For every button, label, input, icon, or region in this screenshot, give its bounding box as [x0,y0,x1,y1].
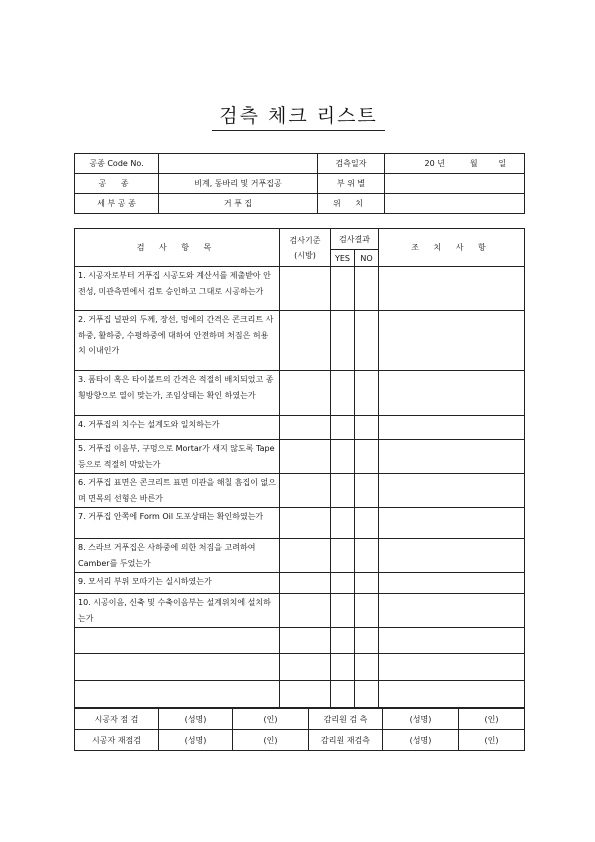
yes-cell[interactable] [331,539,355,573]
standard-cell[interactable] [280,267,331,311]
action-cell[interactable] [379,573,525,594]
action-cell[interactable] [379,474,525,508]
supervisor-recheck-label: 감리원 재검측 [309,730,383,751]
action-cell[interactable] [379,539,525,573]
action-cell[interactable] [379,654,525,681]
standard-cell[interactable] [280,311,331,371]
standard-cell[interactable] [280,371,331,416]
no-cell[interactable] [355,311,379,371]
no-cell[interactable] [355,594,379,628]
check-item[interactable] [75,654,280,681]
location-value[interactable] [385,194,525,214]
contractor-check-seal[interactable]: (인) [233,709,309,730]
checklist-table [74,228,525,708]
no-cell[interactable] [355,267,379,311]
header-standard-label: 검사기준 [289,235,321,245]
info-table [74,153,525,214]
no-cell[interactable] [355,628,379,654]
code-value[interactable] [159,154,318,174]
check-item: 1. 시공자로부터 거푸집 시공도와 계산서를 제출받아 안전성, 미관측면에서 검토 승인하고 그대로 시공하는가 [75,267,280,311]
supervisor-recheck-sign[interactable]: (성명) [383,730,459,751]
action-cell[interactable] [379,416,525,440]
no-cell[interactable] [355,508,379,539]
code-label: 공종 Code No. [75,154,159,174]
action-cell[interactable] [379,628,525,654]
yes-cell[interactable] [331,508,355,539]
standard-cell[interactable] [280,628,331,654]
check-item: 3. 폼타이 혹은 타이볼트의 간격은 적절히 배치되었고 종횡방향으로 열이 맞는가, 조임상태는 확인 하였는가 [75,371,280,416]
action-cell[interactable] [379,440,525,474]
yes-cell[interactable] [331,416,355,440]
check-item: 2. 거푸집 널판의 두께, 장선, 멍에의 간격은 콘크리트 사하중, 활하중, 수평하중에 대하여 안전하며 처짐은 허용치 이내인가 [75,311,280,371]
check-item: 6. 거푸집 표면은 콘크리트 표면 미관을 해칠 흠집이 없으며 면목의 선형은 바른가 [75,474,280,508]
page-title: 검측 체크 리스트 [212,104,385,131]
check-item[interactable] [75,681,280,708]
yes-cell[interactable] [331,311,355,371]
check-item: 4. 거푸집의 치수는 설계도와 일치하는가 [75,416,280,440]
header-method-label: (시방) [294,250,316,260]
check-item: 5. 거푸집 이음부, 구멍으로 Mortar가 새지 않도록 Tape등으로 적절히 막았는가 [75,440,280,474]
action-cell[interactable] [379,508,525,539]
no-cell[interactable] [355,474,379,508]
check-item[interactable] [75,628,280,654]
supervisor-check-sign[interactable]: (성명) [383,709,459,730]
supervisor-check-label: 감리원 검 측 [309,709,383,730]
check-item: 10. 시공이음, 신축 및 수축이음부는 설계위치에 설치하는가 [75,594,280,628]
yes-cell[interactable] [331,371,355,416]
standard-cell[interactable] [280,474,331,508]
no-cell[interactable] [355,371,379,416]
action-cell[interactable] [379,371,525,416]
contractor-recheck-label: 시공자 재점검 [75,730,159,751]
no-cell[interactable] [355,681,379,708]
detail-value[interactable]: 거 푸 집 [159,194,318,214]
action-cell[interactable] [379,267,525,311]
yes-cell[interactable] [331,440,355,474]
check-item: 7. 거푸집 안쪽에 Form Oil 도포상태는 확인하였는가 [75,508,280,539]
header-standard [280,229,331,267]
action-cell[interactable] [379,594,525,628]
contractor-recheck-sign[interactable]: (성명) [159,730,233,751]
signature-table [74,708,525,751]
yes-cell[interactable] [331,474,355,508]
part-value[interactable] [385,174,525,194]
standard-cell[interactable] [280,573,331,594]
yes-cell[interactable] [331,628,355,654]
yes-cell[interactable] [331,654,355,681]
date-value[interactable] [385,154,525,174]
no-cell[interactable] [355,539,379,573]
date-month: 월 [469,159,478,168]
no-cell[interactable] [355,416,379,440]
detail-label: 세 부 공 종 [75,194,159,214]
no-cell[interactable] [355,440,379,474]
header-action: 조 치 사 항 [379,229,525,267]
contractor-check-sign[interactable]: (성명) [159,709,233,730]
no-cell[interactable] [355,573,379,594]
date-label: 검측일자 [318,154,385,174]
standard-cell[interactable] [280,508,331,539]
yes-cell[interactable] [331,681,355,708]
action-cell[interactable] [379,311,525,371]
standard-cell[interactable] [280,594,331,628]
contractor-recheck-seal[interactable]: (인) [233,730,309,751]
part-label: 부 위 별 [318,174,385,194]
standard-cell[interactable] [280,416,331,440]
contractor-check-label: 시공자 점 검 [75,709,159,730]
standard-cell[interactable] [280,654,331,681]
date-day: 일 [498,159,507,168]
yes-cell[interactable] [331,267,355,311]
date-year: 20 년 [424,159,445,168]
supervisor-check-seal[interactable]: (인) [459,709,525,730]
location-label: 위 치 [318,194,385,214]
yes-cell[interactable] [331,594,355,628]
header-no: NO [355,250,379,267]
header-item: 검 사 항 목 [75,229,280,267]
header-result: 검사결과 [331,229,379,250]
supervisor-recheck-seal[interactable]: (인) [459,730,525,751]
check-item: 8. 스라브 거푸집은 사하중에 의한 처짐을 고려하여 Camber를 두었는가 [75,539,280,573]
standard-cell[interactable] [280,440,331,474]
work-label: 공 종 [75,174,159,194]
yes-cell[interactable] [331,573,355,594]
check-item: 9. 모서리 부위 모따기는 실시하였는가 [75,573,280,594]
no-cell[interactable] [355,654,379,681]
standard-cell[interactable] [280,681,331,708]
header-yes: YES [331,250,355,267]
standard-cell[interactable] [280,539,331,573]
action-cell[interactable] [379,681,525,708]
work-value[interactable]: 비계, 동바리 및 거푸집공 [159,174,318,194]
